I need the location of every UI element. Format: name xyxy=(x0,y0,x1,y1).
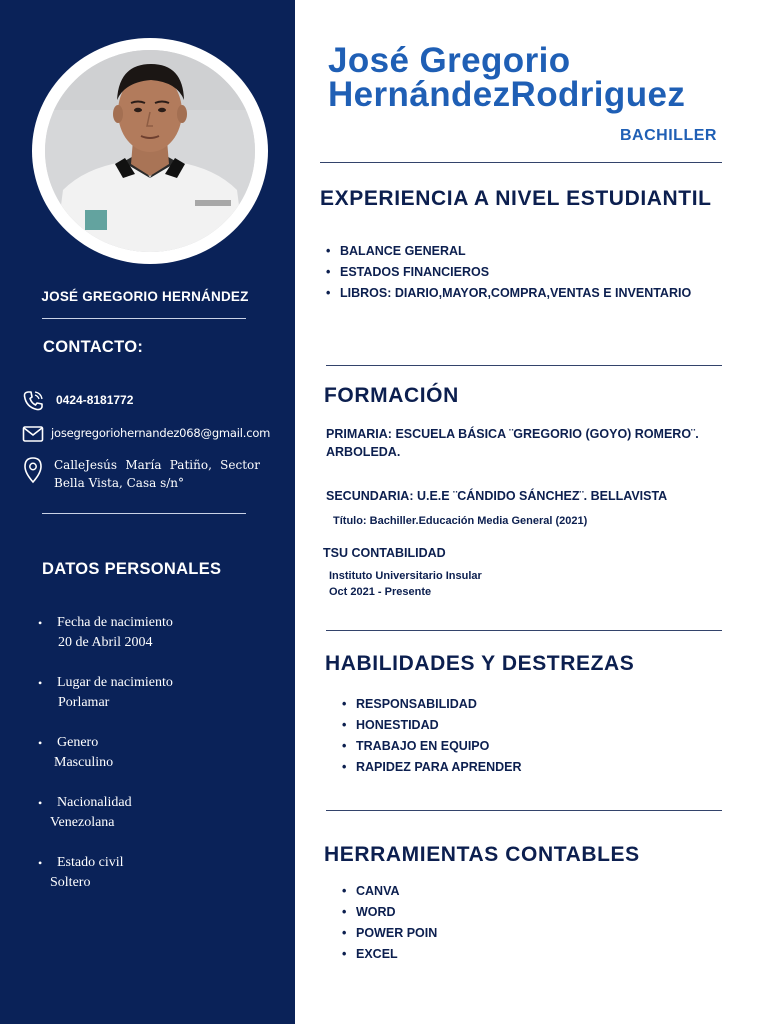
skills-heading: HABILIDADES Y DESTREZAS xyxy=(325,652,635,675)
personal-value: 20 de Abril 2004 xyxy=(58,635,153,650)
sidebar-divider xyxy=(42,513,246,514)
contact-email xyxy=(20,425,270,443)
experience-list xyxy=(324,241,691,304)
experience-heading: EXPERIENCIA A NIVEL ESTUDIANTIL xyxy=(320,187,712,210)
tools-list xyxy=(340,881,437,965)
list-item: • ESTADOS FINANCIEROS xyxy=(324,262,691,283)
email-address[interactable]: josegregoriohernandez068@gmail.com xyxy=(51,426,271,440)
tools-heading: HERRAMIENTAS CONTABLES xyxy=(324,843,640,866)
phone-number[interactable]: 0424-8181772 xyxy=(56,393,134,407)
education-tsu-institution: Instituto Universitario Insular xyxy=(329,570,482,582)
list-item: • EXCEL xyxy=(340,944,437,965)
name-line-first: José Gregorio xyxy=(328,41,571,80)
list-item: • RAPIDEZ PARA APRENDER xyxy=(340,757,522,778)
personal-label: • Genero xyxy=(57,735,99,750)
phone-icon xyxy=(20,389,46,413)
contact-phone xyxy=(20,389,133,413)
personal-data-heading: DATOS PERSONALES xyxy=(42,560,222,578)
profile-photo-illustration xyxy=(45,50,255,252)
education-secondary: SECUNDARIA: U.E.E ¨CÁNDIDO SÁNCHEZ¨. BELLAVISTA xyxy=(326,489,668,503)
degree-title: BACHILLER xyxy=(620,127,717,144)
section-divider xyxy=(326,365,722,366)
education-secondary-title: Título: Bachiller.Educación Media General (2021) xyxy=(333,515,588,527)
section-divider xyxy=(326,630,722,631)
name-line-last: HernándezRodriguez xyxy=(328,75,686,114)
personal-value: Venezolana xyxy=(50,815,115,830)
sidebar-divider xyxy=(42,318,246,319)
list-item: • LIBROS: DIARIO,MAYOR,COMPRA,VENTAS E INVENTARIO xyxy=(324,283,691,304)
personal-label: • Nacionalidad xyxy=(57,795,132,810)
sidebar-full-name: JOSÉ GREGORIO HERNÁNDEZ xyxy=(41,289,249,304)
list-item: • CANVA xyxy=(340,881,437,902)
education-tsu-dates: Oct 2021 - Presente xyxy=(329,586,432,598)
list-item: • BALANCE GENERAL xyxy=(324,241,691,262)
personal-value: Masculino xyxy=(54,755,114,770)
personal-item-gender xyxy=(38,733,173,793)
main-full-name xyxy=(328,41,686,114)
list-item: • WORD xyxy=(340,902,437,923)
list-item: • RESPONSABILIDAD xyxy=(340,694,522,715)
skills-list xyxy=(340,694,522,778)
address-text: CalleJesús María Patiño, Sector Bella Vista, Casa s/n° xyxy=(54,458,260,490)
personal-item-birthdate xyxy=(38,613,173,673)
education-tsu: TSU CONTABILIDAD xyxy=(323,546,446,560)
profile-photo xyxy=(45,50,255,252)
location-pin-icon xyxy=(20,456,46,484)
education-primary: PRIMARIA: ESCUELA BÁSICA ¨GREGORIO (GOYO) ROMERO¨. ARBOLEDA. xyxy=(326,427,699,459)
sidebar xyxy=(0,0,295,1024)
section-divider xyxy=(326,810,722,811)
personal-value: Porlamar xyxy=(58,695,110,710)
list-item: • TRABAJO EN EQUIPO xyxy=(340,736,522,757)
education-heading: FORMACIÓN xyxy=(324,384,459,407)
personal-item-birthplace xyxy=(38,673,173,733)
personal-item-marital-status xyxy=(38,853,173,913)
personal-label: • Fecha de nacimiento xyxy=(57,615,173,630)
list-item: • POWER POIN xyxy=(340,923,437,944)
personal-label: • Lugar de nacimiento xyxy=(57,675,173,690)
personal-value: Soltero xyxy=(50,875,91,890)
personal-label: • Estado civil xyxy=(57,855,124,870)
email-icon xyxy=(20,425,46,443)
profile-photo-frame xyxy=(32,38,268,264)
personal-data-list xyxy=(38,613,173,913)
list-item: • HONESTIDAD xyxy=(340,715,522,736)
personal-item-nationality xyxy=(38,793,173,853)
contact-address xyxy=(20,456,260,492)
contact-heading: CONTACTO: xyxy=(43,338,144,356)
header-divider xyxy=(320,162,722,163)
